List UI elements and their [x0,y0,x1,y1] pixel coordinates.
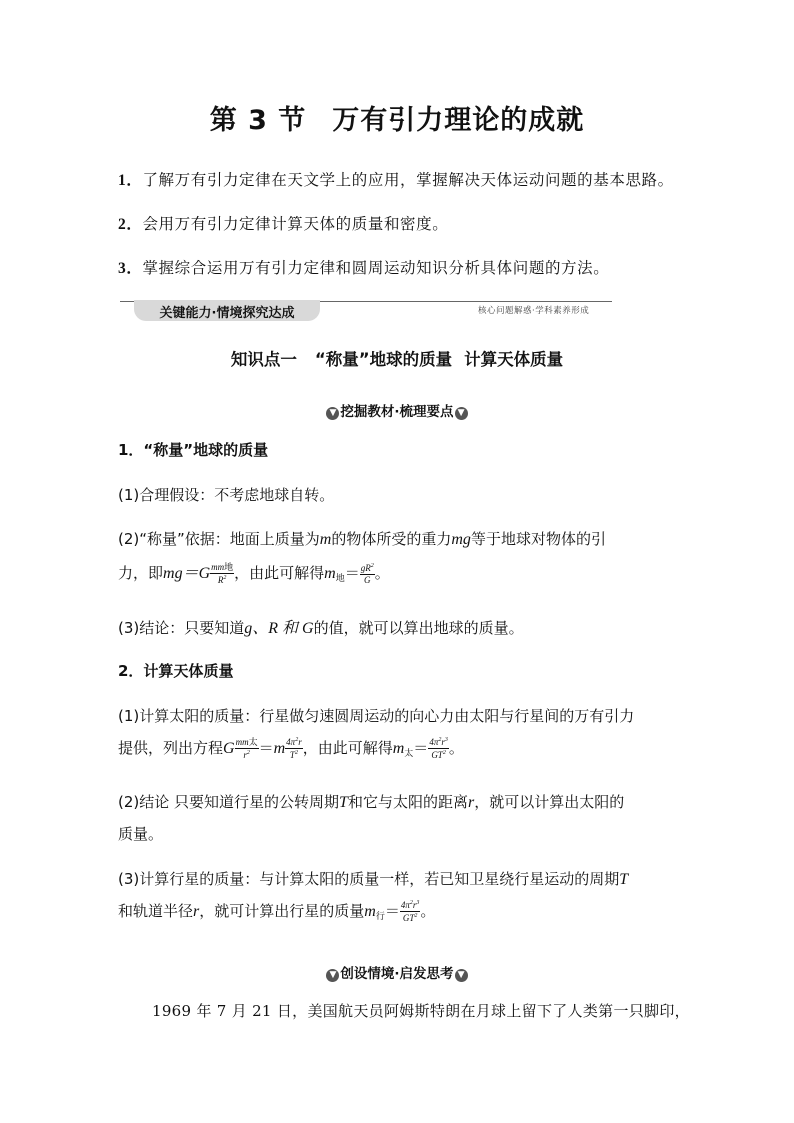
section-number: 第 3 节 [209,105,307,136]
part2-item3-line2: 和轨道半径r，就可计算出行星的质量$m_行=$ $\frac{4\pi^2r^3}{GT^2}$ 。 [118,900,436,923]
closing-paragraph: 1969 年 7 月 21 日，美国航天员阿姆斯特朗在月球上留下了人类第一只脚印， [152,1002,690,1020]
formula-fraction: $\frac{gR^2}{G}$ [360,562,374,585]
formula-fraction: $\frac{\text{mm太}}{r^2}$ [235,736,258,760]
part1-heading: 1．“称量”地球的质量 [118,441,269,459]
knowledge-point-title: 知识点一 “称量”地球的质量 计算天体质量 [230,350,564,369]
chevron-down-icon: ▼ [326,969,339,982]
objective-3: 3．掌握综合运用万有引力定律和圆周运动知识分析具体问题的方法。 [118,259,610,277]
chevron-down-icon: ▼ [455,407,468,420]
part2-heading: 2．计算天体质量 [118,662,234,680]
part2-item2-line1: (2)结论 只要知道行星的公转周期T和它与太阳的距离r，就可以计算出太阳的 [118,793,625,811]
section-head-create: ▼ 创设情境·启发思考 ▼ [0,962,794,982]
formula-fraction: $\frac{\text{mm地}}{R^2}$ [211,561,234,585]
part2-item1-line1: (1)计算太阳的质量：行星做匀速圆周运动的向心力由太阳与行星间的万有引力 [118,707,635,725]
part1-item1: (1)合理假设：不考虑地球自转。 [118,486,335,504]
part2-item3-line1: (3)计算行星的质量：与计算太阳的质量一样，若已知卫星绕行星运动的周期T [118,870,629,888]
chevron-down-icon: ▼ [455,969,468,982]
formula-fraction: $\frac{4\pi^2r^3}{GT^2}$ [400,900,420,923]
section-name: 万有引力理论的成就 [332,105,585,136]
objective-2: 2．会用万有引力定律计算天体的质量和密度。 [118,215,449,233]
objective-1: 1．了解万有引力定律在天文学上的应用，掌握解决天体运动问题的基本思路。 [118,171,674,189]
part2-item1-line2: 提供，列出方程G $\frac{\text{mm太}}{r^2}$ ＝m $\frac{4\pi^2r}{T^2}$ ，由此可解得$m_太=$ $\frac{4\pi^2r^3}{GT^2}$ 。 [118,736,464,760]
part1-item3: (3)结论：只要知道g、R 和 G的值，就可以算出地球的质量。 [118,619,524,637]
part2-item2-line2: 质量。 [118,825,164,843]
banner-label: 关键能力·情境探究达成 [159,306,295,321]
section-head-dig: ▼ 挖掘教材·梳理要点 ▼ [0,400,794,420]
banner-right-text: 核心问题解惑·学科素养形成 [478,306,590,316]
page-title [0,98,794,137]
formula-fraction: $\frac{4\pi^2r^3}{GT^2}$ [429,737,448,760]
part1-item2-line1: (2)“称量”依据：地面上质量为m的物体所受的重力mg等于地球对物体的引 [118,530,606,548]
part1-item2-line2: 力，即mg＝G $\frac{\text{mm地}}{R^2}$ ，由此可解得$m_地=$ $\frac{gR^2}{G}$ 。 [118,561,390,585]
formula-fraction: $\frac{4\pi^2r}{T^2}$ [286,737,302,760]
chevron-down-icon: ▼ [326,407,339,420]
